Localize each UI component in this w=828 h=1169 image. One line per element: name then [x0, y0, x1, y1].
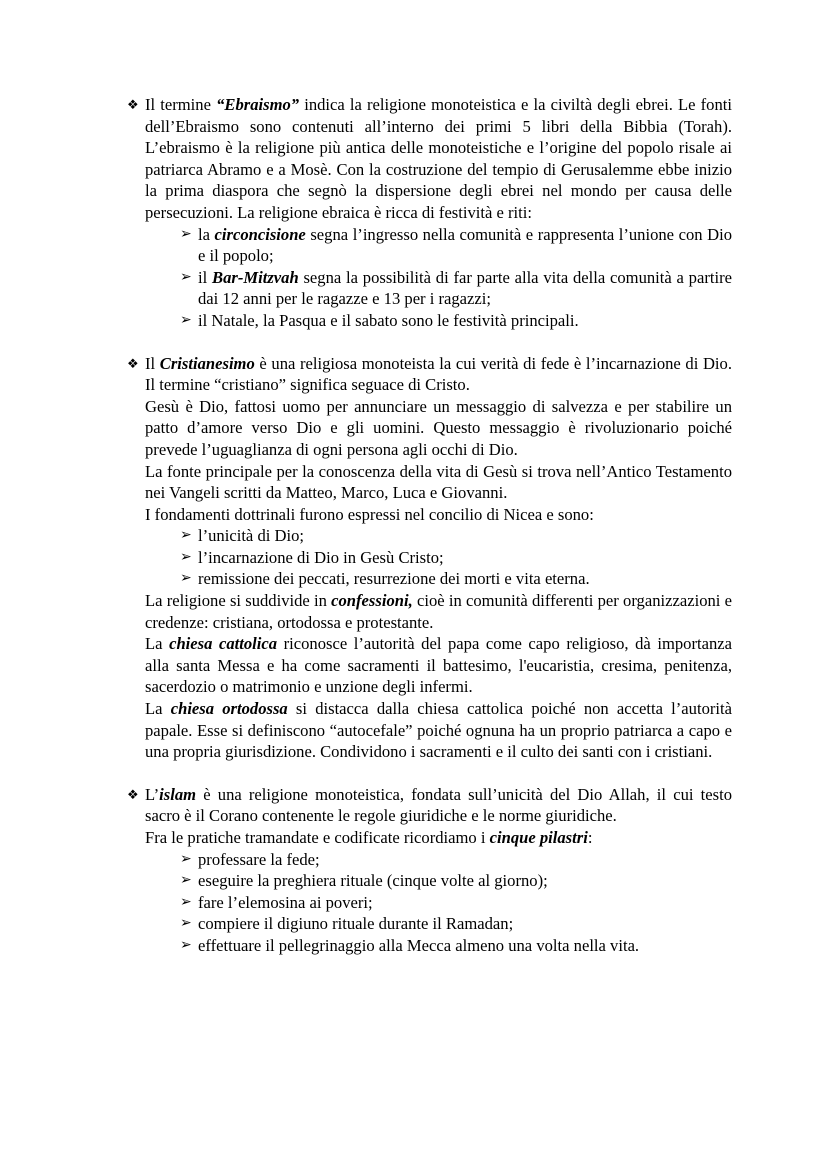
- arrow-bullet-icon: ➢: [180, 549, 192, 565]
- diamond-bullet-icon: ❖: [127, 786, 139, 802]
- text-run: Il termine: [145, 95, 217, 114]
- arrow-bullet-icon: ➢: [180, 937, 192, 953]
- paragraph-islam-pilastri-intro: [127, 827, 732, 849]
- list-item-text: [198, 893, 373, 912]
- list-item-text: [198, 526, 304, 545]
- arrow-bullet-icon: ➢: [180, 916, 192, 932]
- emphasized-term: confessioni,: [331, 591, 413, 611]
- sub-bullet-list: [127, 525, 732, 590]
- list-item-text: [198, 311, 579, 330]
- text-run: :: [587, 828, 593, 847]
- text-run: Gesù è Dio, fattosi uomo per annunciare un messaggio di salvezza e per stabilire un patto d’amore verso Dio e gli uomini. Questo messaggio è rivoluzionario poiché prevede l’uguaglianza di ogni persona agli occhi di Dio.: [145, 396, 732, 459]
- arrow-bullet-icon: ➢: [180, 873, 192, 889]
- list-item: [127, 568, 732, 590]
- paragraph-ebraismo-intro: [145, 94, 732, 224]
- text-run: Fra le pratiche tramandate e codificate ricordiamo i: [145, 828, 490, 847]
- bullet-paragraph: [127, 784, 732, 827]
- text-run: indica la religione monoteistica e la civiltà degli ebrei. Le fonti dell’Ebraismo sono contenuti all’interno dei primi 5 libri della Bibbia (Torah). L’ebraismo è la religione più antica delle monoteistiche e l’origine del popolo risale ai patriarca Abramo e a Mosè. Con la costruzione del tempio di Gerusalemme ebbe inizio la prima diaspora che segnò la dispersione degli ebrei nel mondo per causa delle persecuzioni. La religione ebraica è ricca di festività e riti:: [145, 95, 732, 222]
- text-run: il Natale, la Pasqua e il sabato sono le festività principali.: [198, 310, 579, 330]
- list-item-text: [198, 871, 548, 890]
- emphasized-term: islam: [159, 784, 197, 804]
- text-run: segna la possibilità di far parte alla vita della comunità a partire dai 12 anni per le ragazze e 13 per i ragazzi;: [198, 267, 732, 309]
- list-item: [127, 870, 732, 892]
- list-item: [127, 913, 732, 935]
- section-ebraismo: [127, 94, 732, 332]
- list-item: [127, 935, 732, 957]
- arrow-bullet-icon: ➢: [180, 571, 192, 587]
- bullet-paragraph: [127, 353, 732, 396]
- arrow-bullet-icon: ➢: [180, 528, 192, 544]
- text-run: il: [198, 267, 212, 287]
- text-run: cioè in comunità differenti per organizzazioni e credenze: cristiana, ortodossa e protestante.: [145, 591, 732, 632]
- text-run: l’unicità di Dio;: [198, 526, 304, 546]
- paragraph-cristianesimo-fondamenti: [127, 504, 732, 526]
- text-run: è una religiosa monoteista la cui verità di fede è l’incarnazione di Dio. Il termine “cristiano” significa seguace di Cristo.: [145, 353, 732, 395]
- list-item: [127, 267, 732, 310]
- text-run: La: [145, 634, 170, 654]
- text-run: effettuare il pellegrinaggio alla Mecca almeno una volta nella vita.: [198, 935, 640, 955]
- list-item: [127, 892, 732, 914]
- text-run: l’incarnazione di Dio in Gesù Cristo;: [198, 547, 444, 567]
- emphasized-term: chiesa ortodossa: [170, 699, 288, 719]
- text-run: fare l’elemosina ai poveri;: [198, 892, 373, 912]
- emphasized-term: “Ebraismo”: [216, 95, 300, 114]
- list-item-text: [198, 936, 639, 955]
- arrow-bullet-icon: ➢: [180, 851, 192, 867]
- arrow-bullet-icon: ➢: [180, 269, 192, 285]
- text-run: La fonte principale per la conoscenza della vita di Gesù si trova nell’Antico Testamento nei Vangeli scritti da Matteo, Marco, Luca e Giovanni.: [145, 461, 732, 503]
- list-item: [127, 849, 732, 871]
- text-run: La: [145, 699, 171, 719]
- arrow-bullet-icon: ➢: [180, 894, 192, 910]
- paragraph-islam-intro: [145, 784, 732, 827]
- list-item: [127, 224, 732, 267]
- paragraph-cristianesimo-confessioni: [127, 590, 732, 633]
- list-item: [127, 547, 732, 569]
- diamond-bullet-icon: ❖: [127, 97, 139, 112]
- list-item-text: [198, 914, 513, 933]
- text-run: professare la fede;: [198, 849, 320, 869]
- emphasized-term: circoncisione: [214, 224, 306, 244]
- paragraph-cristianesimo-cattolica: [127, 633, 732, 698]
- list-item-text: [198, 268, 732, 309]
- text-run: segna l’ingresso nella comunità e rappresenta l’unione con Dio e il popolo;: [198, 224, 732, 266]
- text-run: è una religione monoteistica, fondata sull’unicità del Dio Allah, il cui testo sacro è il Corano contenente le regole giuridiche e le norme giuridiche.: [145, 784, 732, 826]
- section-cristianesimo: [127, 353, 732, 763]
- paragraph-cristianesimo-ortodossa: [127, 698, 732, 763]
- text-run: eseguire la preghiera rituale (cinque volte al giorno);: [198, 871, 548, 891]
- sub-bullet-list: [127, 849, 732, 957]
- text-run: si distacca dalla chiesa cattolica poiché non accetta l’autorità papale. Esse si definiscono “autocefale” poiché ognuna ha un proprio patriarca a capo e una propria giurisdizione. Condividono i sacramenti e il culto dei santi con i cristiani.: [145, 699, 732, 762]
- text-run: la: [198, 224, 215, 244]
- paragraph-cristianesimo-intro: [145, 353, 732, 396]
- bullet-paragraph: [127, 94, 732, 224]
- list-item-text: [198, 850, 320, 869]
- list-item: [127, 525, 732, 547]
- emphasized-term: chiesa cattolica: [169, 634, 278, 654]
- text-run: remissione dei peccati, resurrezione dei morti e vita eterna.: [198, 569, 590, 589]
- section-islam: [127, 784, 732, 957]
- paragraph-cristianesimo-fonte: [127, 461, 732, 504]
- emphasized-term: Bar-Mitzvah: [212, 267, 299, 287]
- text-run: compiere il digiuno rituale durante il Ramadan;: [198, 914, 514, 934]
- paragraph-cristianesimo-gesu: [127, 396, 732, 461]
- text-run: I fondamenti dottrinali furono espressi nel concilio di Nicea e sono:: [145, 504, 594, 524]
- list-item-text: [198, 569, 590, 588]
- emphasized-term: cinque pilastri: [489, 828, 588, 847]
- list-item-text: [198, 225, 732, 266]
- text-run: Il: [145, 353, 160, 373]
- diamond-bullet-icon: ❖: [127, 355, 139, 371]
- text-run: riconosce l’autorità del papa come capo religioso, dà importanza alla santa Messa e ha come sacramenti il battesimo, l'eucaristia, cresima, penitenza, sacerdozio o matrimonio e unzione degli infermi.: [145, 634, 732, 697]
- arrow-bullet-icon: ➢: [180, 226, 192, 242]
- sub-bullet-list: [127, 224, 732, 332]
- text-run: L’: [145, 784, 160, 804]
- list-item-text: [198, 548, 444, 567]
- text-run: La religione si suddivide in: [145, 591, 332, 611]
- list-item: [127, 310, 732, 332]
- emphasized-term: Cristianesimo: [159, 353, 255, 373]
- document-body: [127, 94, 732, 957]
- arrow-bullet-icon: ➢: [180, 312, 192, 328]
